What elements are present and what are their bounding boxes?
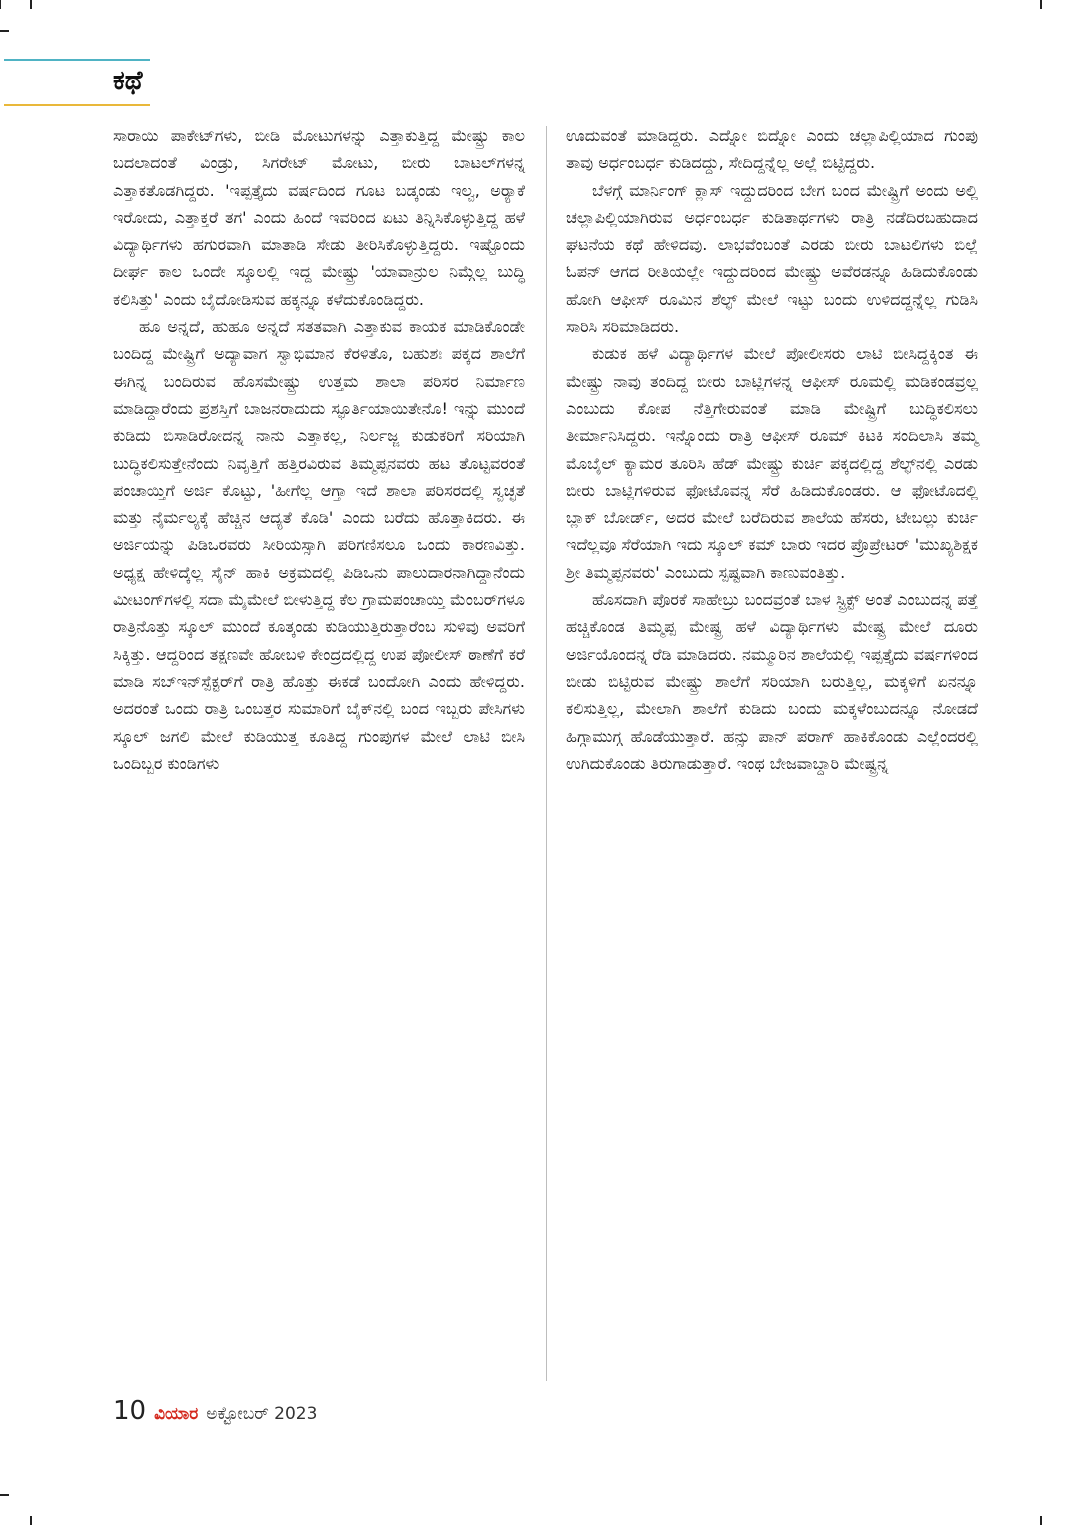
text-column-left xyxy=(113,122,525,777)
paragraph: ಹೊಸದಾಗಿ ಪೊರಕೆ ಸಾಹೇಬ್ರು ಬಂದವ್ರಂತೆ ಬಾಳ ಸ್ಟ್ರಿಕ್ಟ್ ಅಂತೆ ಎಂಬುದನ್ನ ಪತ್ತೆ ಹಚ್ಚಿಕೊಂಡ ತಿಮ್ಮಪ್ಪ ಮೇಷ್ಟ್ರ ಹಳೆ ವಿದ್ಯಾರ್ಥಿಗಳು ಮೇಷ್ಟ್ರ ಮೇಲೆ ದೂರು ಅರ್ಜಿಯೊಂದನ್ನ ರೆಡಿ ಮಾಡಿದರು. ನಮ್ಮೂರಿನ ಶಾಲೆಯಲ್ಲಿ ಇಪ್ಪತ್ತೈದು ವರ್ಷಗಳಿಂದ ಬೀಡು ಬಿಟ್ಟಿರುವ ಮೇಷ್ಟ್ರು ಶಾಲೆಗೆ ಸರಿಯಾಗಿ ಬರುತ್ತಿಲ್ಲ, ಮಕ್ಕಳಿಗೆ ಏನನ್ನೂ ಕಲಿಸುತ್ತಿಲ್ಲ, ಮೇಲಾಗಿ ಶಾಲೆಗೆ ಕುಡಿದು ಬಂದು ಮಕ್ಕಳೆಂಬುದನ್ನೂ ನೋಡದೆ ಹಿಗ್ಗಾಮುಗ್ಗ ಹೊಡೆಯುತ್ತಾರೆ. ಹನ್ಸು ಪಾನ್ ಪರಾಗ್ ಹಾಕಿಕೊಂಡು ಎಲ್ಲೆಂದರಲ್ಲಿ ಉಗಿದುಕೊಂಡು ತಿರುಗಾಡುತ್ತಾರೆ. ಇಂಥ ಬೇಜವಾಬ್ದಾರಿ ಮೇಷ್ಟ್ರನ್ನ xyxy=(566,590,978,773)
crop-mark xyxy=(30,0,32,9)
column-divider xyxy=(546,126,547,1381)
crop-mark xyxy=(0,1494,9,1496)
page-number: 10 xyxy=(113,1396,147,1426)
crop-mark xyxy=(0,0,1,9)
section-title: ಕಥೆ xyxy=(113,66,143,96)
paragraph: ಊದುವಂತೆ ಮಾಡಿದ್ದರು. ಎದ್ನೋ ಬಿದ್ನೋ ಎಂದು ಚಲ್ಲಾಪಿಲ್ಲಿಯಾದ ಗುಂಪು ತಾವು ಅರ್ಧಂಬರ್ಧ ಕುಡಿದದ್ದು, ಸೇದಿದ್ದನ್ನೆಲ್ಲ ಅಲ್ಲೆ ಬಿಟ್ಟಿದ್ದರು. xyxy=(566,126,978,173)
crop-mark xyxy=(30,1516,32,1525)
page-footer xyxy=(113,1396,317,1426)
header-rule-top xyxy=(4,59,150,61)
crop-mark xyxy=(1040,0,1042,9)
paragraph: ಹೂ ಅನ್ನದೆ, ಹುಹೂ ಅನ್ನದೆ ಸತತವಾಗಿ ಎತ್ತಾಕುವ ಕಾಯಕ ಮಾಡಿಕೊಂಡೇ ಬಂದಿದ್ದ ಮೇಷ್ಟ್ರಿಗೆ ಅದ್ಯಾವಾಗ ಸ್ವಾಭಿಮಾನ ಕೆರಳಿತೊ, ಬಹುಶಃ ಪಕ್ಕದ ಶಾಲೆಗೆ ಈಗಿನ್ನ ಬಂದಿರುವ ಹೊಸಮೇಷ್ಟ್ರು ಉತ್ತಮ ಶಾಲಾ ಪರಿಸರ ನಿರ್ಮಾಣ ಮಾಡಿದ್ದಾರೆಂದು ಪ್ರಶಸ್ತಿಗೆ ಬಾಜನರಾದುದು ಸ್ಫೂರ್ತಿಯಾಯಿತೇನೊ! ಇನ್ನು ಮುಂದೆ ಕುಡಿದು ಬಿಸಾಡಿರೋದನ್ನ ನಾನು ಎತ್ತಾಕಲ್ಲ, ನಿರ್ಲಜ್ಜ ಕುಡುಕರಿಗೆ ಸರಿಯಾಗಿ ಬುದ್ಧಿಕಲಿಸುತ್ತೇನೆಂದು ನಿವೃತ್ತಿಗೆ ಹತ್ತಿರವಿರುವ ತಿಮ್ಮಪ್ಪನವರು ಹಟ ತೊಟ್ಟವರಂತೆ ಪಂಚಾಯ್ತಿಗೆ ಅರ್ಜಿ ಕೊಟ್ಟು, 'ಹೀಗೆಲ್ಲ ಆಗ್ತಾ ಇದೆ ಶಾಲಾ ಪರಿಸರದಲ್ಲಿ ಸ್ವಚ್ಛತೆ ಮತ್ತು ನೈರ್ಮಲ್ಯಕ್ಕೆ ಹೆಚ್ಚಿನ ಆದ್ಯತೆ ಕೊಡಿ' ಎಂದು ಬರೆದು ಹೊತ್ತಾಕಿದರು. ಈ ಅರ್ಜಿಯನ್ನು ಪಿಡಿಒರವರು ಸೀರಿಯಸ್ಸಾಗಿ ಪರಿಗಣಿಸಲೂ ಒಂದು ಕಾರಣವಿತ್ತು. ಅಧ್ಯಕ್ಷ ಹೇಳಿದ್ಕೆಲ್ಲ ಸೈನ್ ಹಾಕಿ ಅಕ್ರಮದಲ್ಲಿ ಪಿಡಿಒನು ಪಾಲುದಾರನಾಗಿದ್ದಾನೆಂದು ಮೀಟಂಗ್‌ಗಳಲ್ಲಿ ಸದಾ ಮೈಮೇಲೆ ಬೀಳುತ್ತಿದ್ದ ಕೆಲ ಗ್ರಾಮಪಂಚಾಯ್ತಿ ಮೆಂಬರ್‌ಗಳೂ ರಾತ್ರಿನೊತ್ತು ಸ್ಕೂಲ್ ಮುಂದೆ ಕೂತ್ಕಂಡು ಕುಡಿಯುತ್ತಿರುತ್ತಾರೆಂಬ ಸುಳಿವು ಅವರಿಗೆ ಸಿಕ್ಕಿತ್ತು. ಆದ್ದರಿಂದ ತಕ್ಷಣವೇ ಹೋಬಳಿ ಕೇಂದ್ರದಲ್ಲಿದ್ದ ಉಪ ಪೋಲೀಸ್ ಠಾಣೆಗೆ ಕರೆ ಮಾಡಿ ಸಬ್‌ಇನ್‌ಸ್ಪೆಕ್ಟರ್‌ಗೆ ರಾತ್ರಿ ಹೊತ್ತು ಈಕಡೆ ಬಂದೋಗಿ ಎಂದು ಹೇಳಿದ್ದರು. ಅದರಂತೆ ಒಂದು ರಾತ್ರಿ ಒಂಬತ್ತರ ಸುಮಾರಿಗೆ ಬೈಕ್‌ನಲ್ಲಿ ಬಂದ ಇಬ್ಬರು ಪೇಸಿಗಳು ಸ್ಕೂಲ್ ಜಗಲಿ ಮೇಲೆ ಕುಡಿಯುತ್ತ ಕೂತಿದ್ದ ಗುಂಪುಗಳ ಮೇಲೆ ಲಾಟಿ ಬೀಸಿ ಒಂದಿಬ್ಬರ ಕುಂಡಿಗಳು xyxy=(113,317,525,773)
paragraph: ಬೆಳಗ್ಗೆ ಮಾರ್ನಿಂಗ್ ಕ್ಲಾಸ್ ಇದ್ದುದರಿಂದ ಬೇಗ ಬಂದ ಮೇಷ್ಟ್ರಿಗೆ ಅಂದು ಅಲ್ಲಿ ಚಲ್ಲಾಪಿಲ್ಲಿಯಾಗಿರುವ ಅರ್ಧಂಬರ್ಧ ಕುಡಿತಾರ್ಥಗಳು ರಾತ್ರಿ ನಡೆದಿರಬಹುದಾದ ಘಟನೆಯ ಕಥೆ ಹೇಳಿದವು. ಲಾಭವೆಂಬಂತೆ ಎರಡು ಬೀರು ಬಾಟಲಿಗಳು ಬಿಲ್ಲೆ ಓಪನ್ ಆಗದ ರೀತಿಯಲ್ಲೇ ಇದ್ದುದರಿಂದ ಮೇಷ್ಟ್ರು ಅವೆರಡನ್ನೂ ಹಿಡಿದುಕೊಂಡು ಹೋಗಿ ಆಫೀಸ್ ರೂಮಿನ ಶೆಲ್ಫ್ ಮೇಲೆ ಇಟ್ಟು ಬಂದು ಉಳಿದದ್ದನ್ನೆಲ್ಲ ಗುಡಿಸಿ ಸಾರಿಸಿ ಸರಿಮಾಡಿದರು. xyxy=(566,180,978,337)
crop-mark xyxy=(0,30,9,32)
paragraph: ಕುಡುಕ ಹಳೆ ವಿದ್ಯಾರ್ಥಿಗಳ ಮೇಲೆ ಪೋಲೀಸರು ಲಾಟಿ ಬೀಸಿದ್ದಕ್ಕಿಂತ ಈ ಮೇಷ್ಟ್ರು ನಾವು ತಂದಿದ್ದ ಬೀರು ಬಾಟ್ಲಿಗಳನ್ನ ಆಫೀಸ್ ರೂಮಲ್ಲಿ ಮಡಿಕಂಡವ್ರಲ್ಲ ಎಂಬುದು ಕೋಪ ನೆತ್ತಿಗೇರುವಂತೆ ಮಾಡಿ ಮೇಷ್ಟ್ರಿಗೆ ಬುದ್ಧಿಕಲಿಸಲು ತೀರ್ಮಾನಿಸಿದ್ದರು. ಇನ್ನೊಂದು ರಾತ್ರಿ ಆಫೀಸ್ ರೂಮ್ ಕಿಟಕಿ ಸಂದಿಲಾಸಿ ತಮ್ಮ ಮೊಬೈಲ್ ಕ್ಯಾಮರ ತೂರಿಸಿ ಹೆಡ್ ಮೇಷ್ಟ್ರು ಕುರ್ಚಿ ಪಕ್ಕದಲ್ಲಿದ್ದ ಶೆಲ್ಫ್‌ನಲ್ಲಿ ಎರಡು ಬೀರು ಬಾಟ್ಲಿಗಳಿರುವ ಫೋಟೊವನ್ನ ಸೆರೆ ಹಿಡಿದುಕೊಂಡರು. ಆ ಫೋಟೊದಲ್ಲಿ ಬ್ಲಾಕ್ ಬೋರ್ಡ್, ಅದರ ಮೇಲೆ ಬರೆದಿರುವ ಶಾಲೆಯ ಹೆಸರು, ಟೇಬಲ್ಲು ಕುರ್ಚಿ ಇದೆಲ್ಲವೂ ಸೆರೆಯಾಗಿ ಇದು ಸ್ಕೂಲ್ ಕಮ್ ಬಾರು ಇದರ ಪ್ರೊಪ್ರೇಟರ್ 'ಮುಖ್ಯಶಿಕ್ಷಕ ಶ್ರೀ ತಿಮ್ಮಪ್ಪನವರು' ಎಂಬುದು ಸ್ಪಷ್ಟವಾಗಿ ಕಾಣುವಂತಿತ್ತು. xyxy=(566,344,978,582)
magazine-logo: ವಿಯಾರ xyxy=(154,1404,199,1424)
issue-date: ಅಕ್ಟೋಬರ್ 2023 xyxy=(206,1404,318,1424)
crop-mark xyxy=(1040,1516,1042,1525)
text-column-right xyxy=(566,122,978,777)
paragraph: ಸಾರಾಯಿ ಪಾಕೇಟ್‌ಗಳು, ಬೀಡಿ ಮೋಟುಗಳನ್ನು ಎತ್ತಾಕುತ್ತಿದ್ದ ಮೇಷ್ಟ್ರು ಕಾಲ ಬದಲಾದಂತೆ ವಿಂಡ್ರು, ಸಿಗರೇಟ್ ಮೋಟು, ಬೀರು ಬಾಟಲ್‌ಗಳನ್ನ ಎತ್ತಾಕತೊಡಗಿದ್ದರು. 'ಇಪ್ಪತ್ತೈದು ವರ್ಷದಿಂದ ಗೂಟ ಬಡ್ಕಂಡು ಇಲ್ವ, ಅರ‍್ಯಾಕೆ ಇರೋದು, ಎತ್ತಾಕ್ತರೆ ತಗ' ಎಂದು ಹಿಂದೆ ಇವರಿಂದ ಏಟು ತಿನ್ನಿಸಿಕೊಳ್ಳುತ್ತಿದ್ದ ಹಳೆ ವಿದ್ಯಾರ್ಥಿಗಳು ಹಗುರವಾಗಿ ಮಾತಾಡಿ ಸೇಡು ತೀರಿಸಿಕೊಳ್ಳುತ್ತಿದ್ದರು. ಇಷ್ಟೊಂದು ದೀರ್ಘ ಕಾಲ ಒಂದೇ ಸ್ಕೂಲಲ್ಲಿ ಇದ್ದ ಮೇಷ್ಟ್ರು 'ಯಾವಾನ್ರುಲ ನಿಮ್ಗೆಲ್ಲ ಬುದ್ಧಿ ಕಲಿಸಿತ್ತು' ಎಂದು ಬೈದೋಡಿಸುವ ಹಕ್ಕನ್ನೂ ಕಳೆದುಕೊಂಡಿದ್ದರು. xyxy=(113,126,525,309)
header-rule-bottom xyxy=(4,104,150,106)
